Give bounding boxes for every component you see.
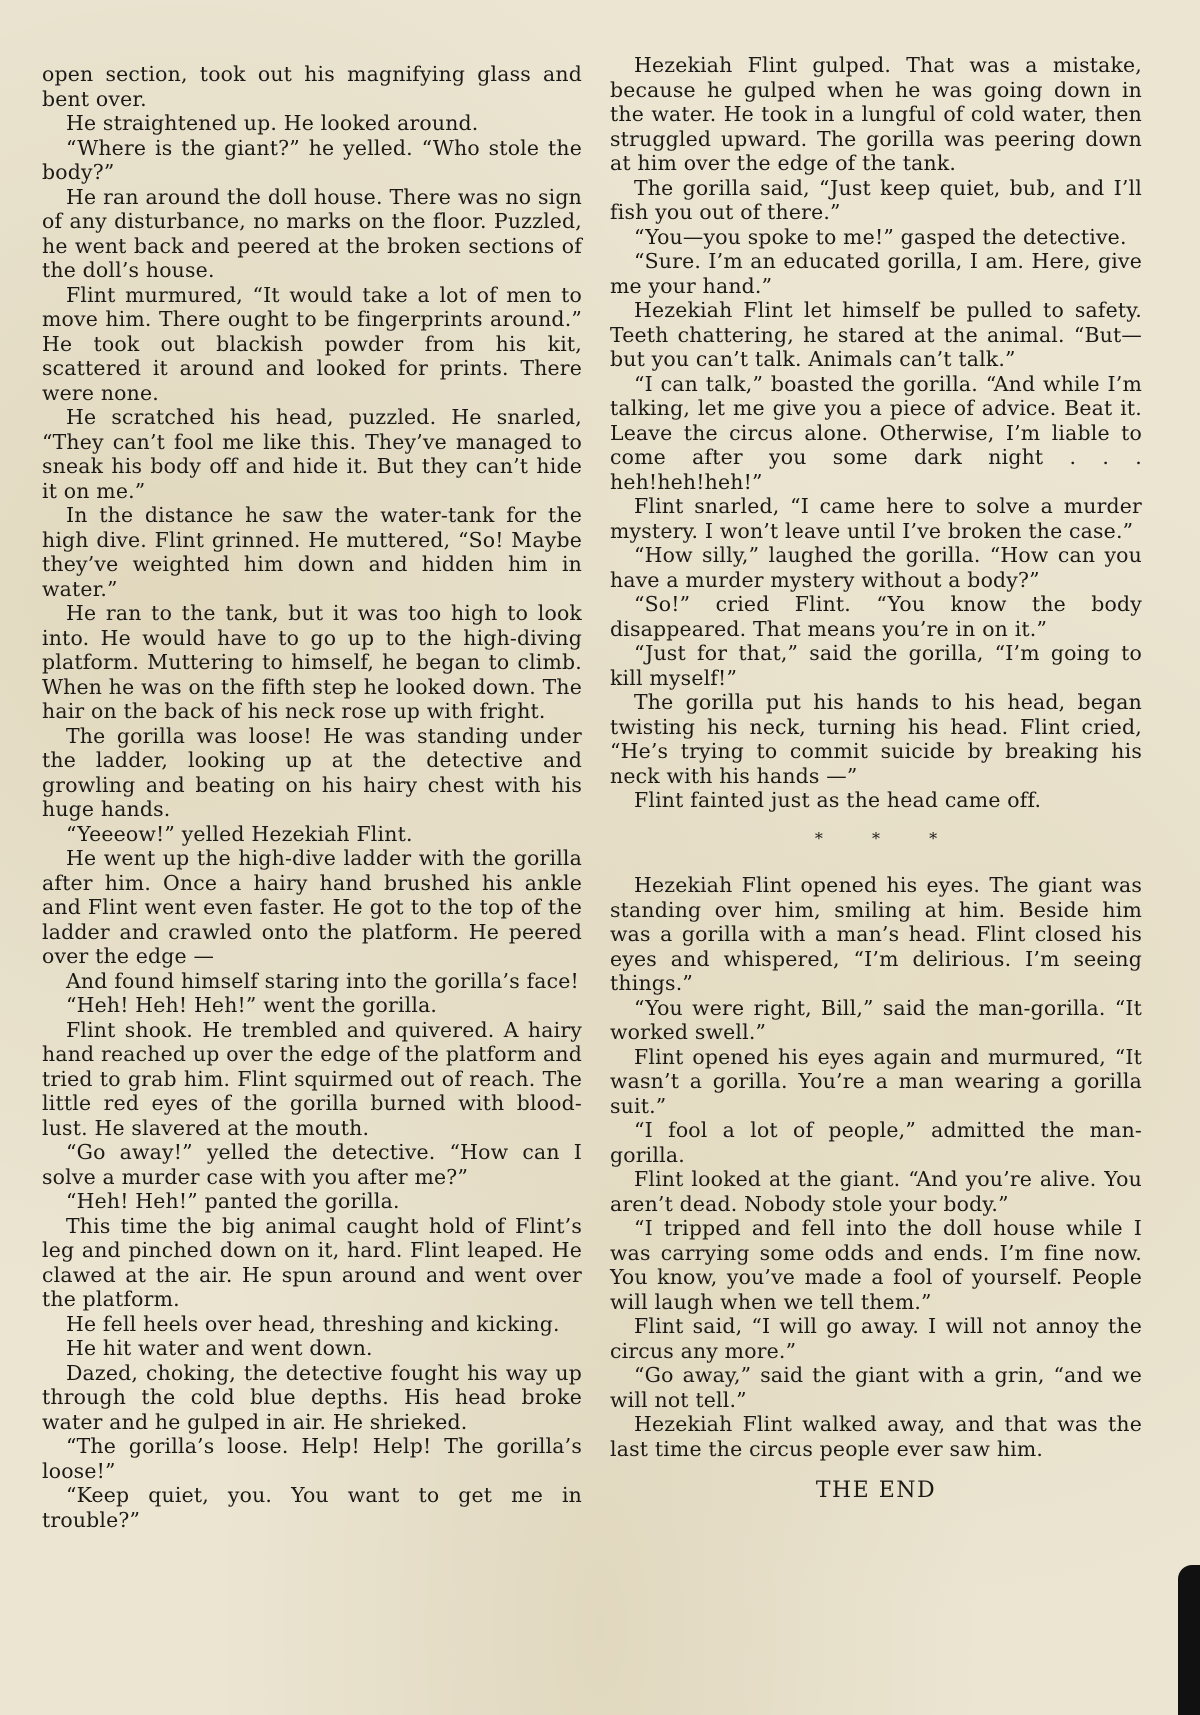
paragraph: He ran around the doll house. There was no sign of any disturbance, no marks on the floor. Puzzled, he went back and peered at the broken sections of the doll’s house. (42, 184, 582, 282)
paragraph: “I tripped and fell into the doll house while I was carrying some odds and ends. I’m fine now. You know, you’ve made a fool of yourself. People will laugh when we tell them.” (610, 1216, 1142, 1314)
paragraph: He went up the high-dive ladder with the gorilla after him. Once a hairy hand brushed his ankle and Flint went even faster. He got to the top of the ladder and crawled onto the platform. He peered over the edge — (42, 846, 582, 968)
paragraph: Flint shook. He trembled and quivered. A hairy hand reached up over the edge of the platform and tried to grab him. Flint squirmed out of reach. The little red eyes of the gorilla burned with blood-lust. He slavered at the mouth. (42, 1017, 582, 1140)
paragraph: He hit water and went down. (66, 1336, 373, 1360)
paragraph: Flint said, “I will go away. I will not annoy the circus any more.” (610, 1314, 1142, 1363)
paragraph: “Go away!” yelled the detective. “How can I solve a murder case with you after me?” (42, 1140, 582, 1189)
paragraph: “Go away,” said the giant with a grin, “and we will not tell.” (610, 1363, 1142, 1412)
paragraph: “Just for that,” said the gorilla, “I’m going to kill myself!” (610, 641, 1142, 690)
paragraph: And found himself staring into the gorilla’s face! (66, 968, 579, 993)
paragraph: He scratched his head, puzzled. He snarled, “They can’t fool me like this. They’ve managed to sneak his body off and hide it. But they can’t hide it on me.” (42, 405, 582, 503)
paragraph: “Sure. I’m an educated gorilla, I am. Here, give me your hand.” (610, 249, 1142, 298)
page-edge-shadow (1178, 1565, 1200, 1715)
paragraph: “Keep quiet, you. You want to get me in trouble?” (42, 1483, 582, 1532)
the-end-label: THE END (815, 1478, 937, 1503)
paragraph: “You were right, Bill,” said the man-gorilla. “It worked swell.” (610, 995, 1142, 1044)
paragraph: Hezekiah Flint gulped. That was a mistake, because he gulped when he was going down in the water. He took in a lungful of cold water, then struggled upward. The gorilla was peering down at him over the edge of the tank. (610, 53, 1142, 175)
paragraph: “Yeeeow!” yelled Hezekiah Flint. (66, 821, 413, 846)
paragraph: Hezekiah Flint let himself be pulled to safety. Teeth chattering, he stared at the animal. “But—but you can’t talk. Animals can’t talk.” (610, 298, 1142, 371)
paragraph: In the distance he saw the water-tank for the high dive. Flint grinned. He muttered, “So! Maybe they’ve weighted him down and hidden him in water.” (42, 503, 582, 601)
paragraph: Hezekiah Flint opened his eyes. The giant was standing over him, smiling at him. Beside him was a gorilla with a man’s head. Flint closed his eyes and whispered, “I’m delirious. I’m seeing things.” (610, 873, 1142, 995)
paragraph: The gorilla put his hands to his head, began twisting his neck, turning his head. Flint cried, “He’s trying to commit suicide by breaking his neck with his hands —” (610, 690, 1142, 788)
paragraph: “You—you spoke to me!” gasped the detective. (634, 224, 1127, 249)
paragraph: Dazed, choking, the detective fought his way up through the cold blue depths. His head broke water and he gulped in air. He shrieked. (42, 1360, 582, 1434)
left-column (42, 62, 582, 1532)
paragraph: “Where is the giant?” he yelled. “Who stole the body?” (42, 135, 582, 184)
paragraph: This time the big animal caught hold of Flint’s leg and pinched down on it, hard. Flint leaped. He clawed at the air. He spun around and went over the platform. (42, 1213, 582, 1311)
paragraph: Flint snarled, “I came here to solve a murder mystery. I won’t leave until I’ve broken the case.” (610, 494, 1142, 543)
paragraph: “How silly,” laughed the gorilla. “How can you have a murder mystery without a body?” (610, 543, 1142, 592)
paragraph: “I fool a lot of people,” admitted the man-gorilla. (610, 1118, 1142, 1167)
paragraph: Flint opened his eyes again and murmured, “It wasn’t a gorilla. You’re a man wearing a gorilla suit.” (610, 1044, 1142, 1118)
section-separator: * * * (814, 828, 960, 848)
paragraph: Hezekiah Flint walked away, and that was the last time the circus people ever saw him. (610, 1412, 1142, 1461)
paragraph: “So!” cried Flint. “You know the body disappeared. That means you’re in on it.” (610, 592, 1142, 641)
paragraph: “Heh! Heh! Heh!” went the gorilla. (66, 993, 438, 1017)
paragraph: open section, took out his magnifying glass and bent over. (42, 62, 582, 111)
paragraph: He straightened up. He looked around. (66, 111, 479, 135)
paragraph: The gorilla was loose! He was standing under the ladder, looking up at the detective and growling and beating on his hairy chest with his huge hands. (42, 723, 582, 821)
paragraph: “Heh! Heh!” panted the gorilla. (66, 1189, 400, 1213)
paragraph: “The gorilla’s loose. Help! Help! The gorilla’s loose!” (42, 1434, 582, 1483)
paragraph: Flint looked at the giant. “And you’re alive. You aren’t dead. Nobody stole your body.” (610, 1167, 1142, 1216)
paragraph: Flint fainted just as the head came off. (634, 788, 1042, 812)
paragraph: He ran to the tank, but it was too high to look into. He would have to go up to the high-diving platform. Muttering to himself, he began to climb. When he was on the fifth step he looked down. The hair on the back of his neck rose up with fright. (42, 601, 582, 723)
paragraph: “I can talk,” boasted the gorilla. “And while I’m talking, let me give you a piece of advice. Beat it. Leave the circus alone. Otherwise, I’m liable to come after you some dark night . . . heh!heh!heh!” (610, 371, 1142, 494)
paragraph: The gorilla said, “Just keep quiet, bub, and I’ll fish you out of there.” (610, 175, 1142, 224)
right-column (610, 53, 1142, 1504)
paragraph: He fell heels over head, threshing and kicking. (66, 1311, 560, 1336)
paragraph: Flint murmured, “It would take a lot of men to move him. There ought to be fingerprints around.” He took out blackish powder from his kit, scattered it around and looked for prints. There were none. (42, 282, 582, 405)
